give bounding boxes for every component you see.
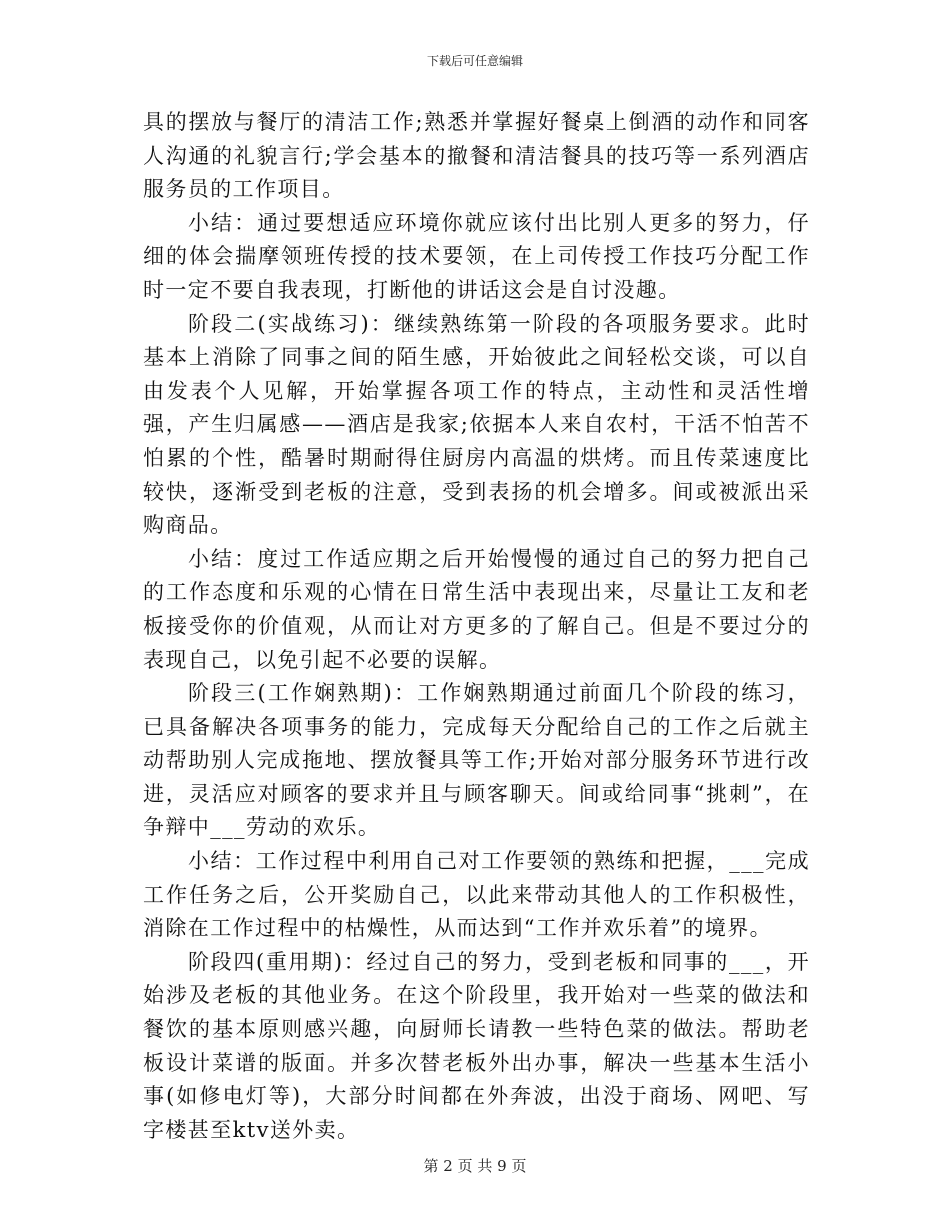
paragraph-4: 小结：度过工作适应期之后开始慢慢的通过自己的努力把自己的工作态度和乐观的心情在日常生活中表现出来，尽量让工友和老板接受你的价值观，从而让对方更多的了解自己。但是不要过分的表现自己，以免引起不必要的误解。: [143, 546, 810, 672]
paragraph-6: 小结：工作过程中利用自己对工作要领的熟练和把握，___完成工作任务之后，公开奖励自己，以此来带动其他人的工作积极性，消除在工作过程中的枯燥性，从而达到“工作并欢乐着”的境界。: [143, 849, 810, 941]
document-body: [143, 106, 810, 1147]
page-number-footer: 第 2 页 共 9 页: [423, 1157, 527, 1175]
paragraph-1: 具的摆放与餐厅的清洁工作;熟悉并掌握好餐桌上倒酒的动作和同客人沟通的礼貌言行;学会基本的撤餐和清洁餐具的技巧等一系列酒店服务员的工作项目。: [143, 110, 810, 202]
paragraph-5: 阶段三(工作娴熟期)：工作娴熟期通过前面几个阶段的练习，已具备解决各项事务的能力，完成每天分配给自己的工作之后就主动帮助别人完成拖地、摆放餐具等工作;开始对部分服务环节进行改进，灵活应对顾客的要求并且与顾客聊天。间或给同事“挑刺”，在争辩中___劳动的欢乐。: [143, 681, 810, 840]
paragraph-2: 小结：通过要想适应环境你就应该付出比别人更多的努力，仔细的体会揣摩领班传授的技术要领，在上司传授工作技巧分配工作时一定不要自我表现，打断他的讲话这会是自讨没趣。: [143, 210, 810, 302]
page-header: 下载后可任意编辑: [426, 54, 523, 68]
paragraph-3: 阶段二(实战练习)：继续熟练第一阶段的各项服务要求。此时基本上消除了同事之间的陌生感，开始彼此之间轻松交谈，可以自由发表个人见解，开始掌握各项工作的特点，主动性和灵活性增强，产生归属感——酒店是我家;依据本人来自农村，干活不怕苦不怕累的个性，酷暑时期耐得住厨房内高温的烘烤。而且传菜速度比较快，逐渐受到老板的注意，受到表扬的机会增多。间或被派出采购商品。: [143, 311, 810, 538]
paragraph-7: 阶段四(重用期)：经过自己的努力，受到老板和同事的___，开始涉及老板的其他业务。在这个阶段里，我开始对一些菜的做法和餐饮的基本原则感兴趣，向厨师长请教一些特色菜的做法。帮助老板设计菜谱的版面。并多次替老板外出办事，解决一些基本生活小事(如修电灯等)，大部分时间都在外奔波，出没于商场、网吧、写字楼甚至ktv送外卖。: [143, 949, 810, 1142]
